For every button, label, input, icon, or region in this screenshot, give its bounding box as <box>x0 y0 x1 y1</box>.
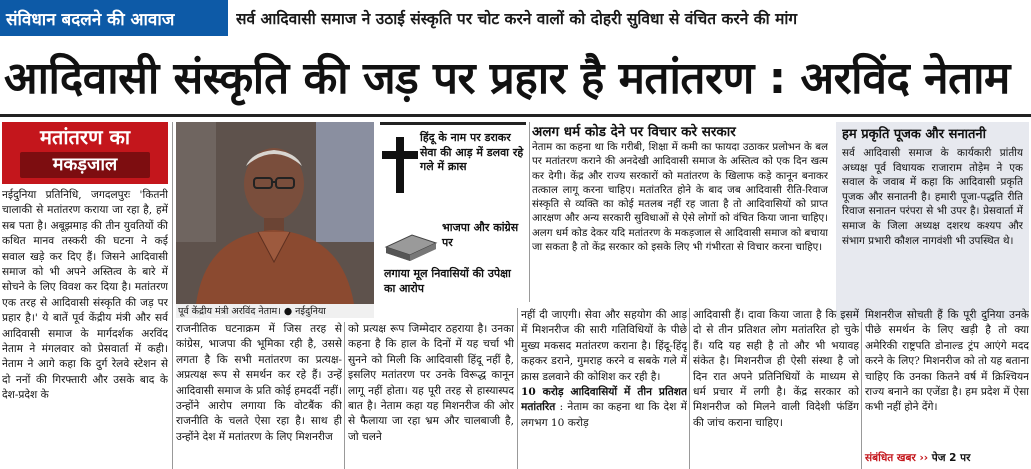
cross-icon <box>382 137 418 193</box>
series-tag <box>2 122 168 184</box>
sidebar-highlights <box>380 122 526 318</box>
column-divider <box>517 308 518 469</box>
photo-caption: पूर्व केंद्रीय मंत्री अरविंद नेताम। ● नईदुनिया <box>176 304 374 318</box>
column-divider <box>172 122 173 469</box>
article-column-3: को प्रत्यक्ष रूप जिम्मेदार ठहराया है। उनका कहना है कि हाल के दिनों में यह चर्चा भी सुनने को मिली कि आदिवासी हिंदू नहीं है, इसलिए मतांतरण पर उनके विरूद्ध कानून लागू नहीं होता। यह पूरी तरह से हास्यास्पद बात है। नेताम कहा यह मिशनरीज की ओर से फैलाया जा रहा भ्रम और चालबाजी है, जो चलने <box>348 323 514 443</box>
article-column-6: मिशनरीज सोचती हैं कि पूरी दुनिया उनके पीछे समर्थन के लिए खड़ी है तो क्या अमेरिकी राष्ट्रपति डोनाल्ड ट्रंप आएंगे मदद करने के लिए? मिशनरीज को तो यह बताना चाहिए कि उनका कितने वर्ष में क्रिश्चियन राज्य बनाने का एजेंडा है। हम प्रदेश में ऐसा कभी नहीं होने देंगे। <box>865 309 1029 414</box>
headline-rule <box>0 114 1031 117</box>
article-column-1: नईदुनिया प्रतिनिधि, जगदलपुरः 'कितनी चालाकी से मतांतरण कराया जा रहा है, हमें सब पता है। अबूझमाड़ की तीन युवतियों की कथित मानव तस्करी की घटना ने कई सवाल खड़े कर दिए हैं। जिसने आदिवासी समाज को भी अपने अस्तित्व के बारे में सोचने के लिए विवश कर दिया है। मतांतरण एक तरह से आदिवासी संस्कृति की जड़ पर प्रहार है।' ये बातें पूर्व केंद्रीय मंत्री और सर्व आदिवासी समाज के मार्गदर्शक अरविंद नेताम ने मंगलवार को प्रेसवार्ता में कही। नेताम ने आगे कहा कि दुर्ग रेलवे स्टेशन से दो ननों की गिरफ्तारी और उसके बाद के देश-प्रदेश के <box>2 189 168 402</box>
chevron-right-icon: ›› <box>919 452 929 464</box>
article-column-5: आदिवासी हैं। दावा किया जाता है कि इसमें दो से तीन प्रतिशत लोग मतांतरित हो चुके हैं। यदि यह सही है तो और भी भयावह संकेत है। मिशनरीज ही ऐसी संस्था है जो दिन रात अपने प्रतिनिधियों के माध्यम से धर्म प्रचार में लगी है। केंद्र सरकार को मिशनरीज को मिलने वाली विदेशी फंडिंग की जांच कराना चाहिए। <box>693 309 859 429</box>
column-4-paragraph: नहीं दी जाएगी। सेवा और सहयोग की आड़ में मिशनरीज की सारी गतिविधियों के पीछे मुख्य मकसद मतांतरण कराना है। हिंदू-हिंदू कहकर डराने, गुमराह करने व सबके गले में क्रास डलवाने की कोशिश कर रही है। <box>521 309 687 383</box>
portrait-photo <box>176 122 374 304</box>
section1-body: नेताम का कहना था कि गरीबी, शिक्षा में कमी का फायदा उठाकर प्रलोभन के बल पर मतांतरण कराने की अनदेखी आदिवासी समाज के अस्तित्व को एक दिन खत्म कर देगी। केंद्र और राज्य सरकारों को मतांतरण के खिलाफ कड़े कानून बनाकर तत्काल लागू करना चाहिए। मतांतरित होने के बाद जब आदिवासी रीति-रिवाज संस्कृति से व्यक्ति का कोई मतलब नहीं रह जाता है तो आदिवासियों को प्राप्त आरक्षण और अन्य सरकारी सुविधाओं से ऐसे लोगों को वंचित किया जाना चाहिए। अलग धर्म कोड देकर यदि मतांतरण के मकड़जाल से आदिवासी समाज को बचाया जा सकता है तो केंद्र सरकार को इसके लिए भी गंभीरता से विचार करना चाहिए। <box>532 142 828 254</box>
sidebar-item1-text: हिंदू के नाम पर डराकर सेवा की आड़ में डलवा रहे गले में क्रास <box>420 131 524 173</box>
sidebar-item2-text-a: भाजपा और कांग्रेस पर <box>442 221 519 249</box>
column-divider <box>689 308 690 469</box>
column-divider <box>529 122 530 302</box>
headline: आदिवासी संस्कृति की जड़ पर प्रहार है मतांतरण : अरविंद नेताम <box>4 53 1010 104</box>
related-news-label: संबंधित खबर <box>865 452 916 464</box>
series-tag-line2: मकड़जाल <box>20 152 150 178</box>
series-tag-line1: मतांतरण का <box>39 125 131 149</box>
quote-box-body: सर्व आदिवासी समाज के कार्यकारी प्रांतीय अध्यक्ष पूर्व विधायक राजाराम तोड़ेम ने एक सवाल के जवाब में कहा कि आदिवासी प्रकृति पूजक और सनातनी है। हमारी पूजा-पद्धति रीति रिवाज सनातन परंपरा से भी उपर है। प्रेसवार्ता में समाज के जिला अध्यक्ष दशरथ कश्यप और संभाग प्रभारी कौशल नागवंशी भी उपस्थित थे। <box>842 147 1023 247</box>
column-4-subhead: 10 करोड़ आदिवासियों में तीन प्रतिशत मतांतरित <box>521 386 687 414</box>
quote-box-heading: हम प्रकृति पूजक और सनातनी <box>842 127 986 142</box>
sidebar-item-cross <box>380 129 526 219</box>
book-icon <box>382 223 440 263</box>
related-news-link[interactable] <box>865 451 1029 467</box>
portrait-illustration-icon <box>176 122 374 304</box>
sidebar-item-book <box>380 219 526 319</box>
article-column-4 <box>521 308 687 469</box>
kicker-text: सर्व आदिवासी समाज ने उठाई संस्कृति पर चोट करने वालों को दोहरी सुविधा से वंचित करने की मांग <box>236 10 798 28</box>
column-divider <box>344 322 345 469</box>
section1-heading: अलग धर्म कोड देने पर विचार करे सरकार <box>532 124 736 140</box>
column-4-tail: : नेताम का कहना था कि देश में लगभग 10 करोड़ <box>521 401 687 429</box>
article-column-2: राजनीतिक घटनाक्रम में जिस तरह से कांग्रेस, भाजपा की भूमिका रही है, उससे लगता है कि सभी मतांतरण का प्रत्यक्ष-अप्रत्यक्ष रूप से समर्थन कर रहे हैं। उन्हें आदिवासी समाज के प्रति कोई हमदर्दी नहीं। उन्होंने आरोप लगाया कि वोटबैंक की राजनीति के चलते ऐसा रहा है। साथ ही उन्होंने देश में मतांतरण के लिए मिशनरीज <box>176 323 342 443</box>
kicker-tag: संविधान बदलने की आवाज <box>0 0 228 36</box>
related-news-page: पेज 2 पर <box>931 452 971 464</box>
column-divider <box>861 322 862 469</box>
sidebar-item2-text-b: लगाया मूल निवासियों की उपेक्षा का आरोप <box>384 267 511 295</box>
quote-box <box>836 122 1029 320</box>
